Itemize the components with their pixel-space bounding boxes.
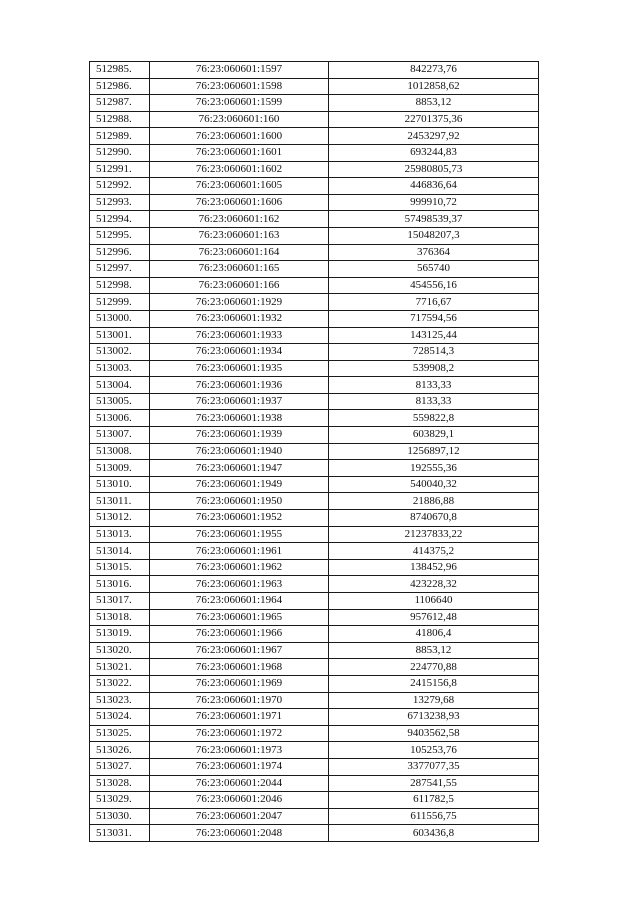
cadastral-number-cell: 76:23:060601:1973: [150, 742, 329, 759]
row-number-cell: 513006.: [90, 410, 150, 427]
table-row: [90, 161, 539, 178]
value-cell: 603829,1: [329, 427, 539, 444]
row-number-cell: 512987.: [90, 95, 150, 112]
row-number-cell: 512988.: [90, 111, 150, 128]
row-number-cell: 513005.: [90, 393, 150, 410]
value-cell: 3377077,35: [329, 758, 539, 775]
row-number-cell: 513027.: [90, 758, 150, 775]
value-cell: 540040,32: [329, 476, 539, 493]
table-row: [90, 675, 539, 692]
row-number-cell: 513018.: [90, 609, 150, 626]
table-row: [90, 410, 539, 427]
row-number-cell: 512992.: [90, 178, 150, 195]
value-cell: 611782,5: [329, 792, 539, 809]
value-cell: 446836,64: [329, 178, 539, 195]
row-number-cell: 513015.: [90, 559, 150, 576]
cadastral-number-cell: 76:23:060601:1962: [150, 559, 329, 576]
table-row: [90, 194, 539, 211]
table-row: [90, 692, 539, 709]
cadastral-number-cell: 76:23:060601:1974: [150, 758, 329, 775]
value-cell: 2453297,92: [329, 128, 539, 145]
row-number-cell: 513025.: [90, 725, 150, 742]
value-cell: 414375,2: [329, 543, 539, 560]
value-cell: 22701375,36: [329, 111, 539, 128]
table-row: [90, 792, 539, 809]
row-number-cell: 512997.: [90, 261, 150, 278]
row-number-cell: 513001.: [90, 327, 150, 344]
value-cell: 192555,36: [329, 460, 539, 477]
table-row: [90, 377, 539, 394]
value-cell: 539908,2: [329, 360, 539, 377]
cadastral-number-cell: 76:23:060601:1599: [150, 95, 329, 112]
cadastral-number-cell: 76:23:060601:1955: [150, 526, 329, 543]
cadastral-number-cell: 76:23:060601:2047: [150, 808, 329, 825]
cadastral-number-cell: 76:23:060601:1967: [150, 642, 329, 659]
table-row: [90, 62, 539, 79]
table-row: [90, 144, 539, 161]
table-row: [90, 227, 539, 244]
value-cell: 6713238,93: [329, 709, 539, 726]
table-row: [90, 111, 539, 128]
table-row: [90, 178, 539, 195]
cadastral-number-cell: 76:23:060601:1969: [150, 675, 329, 692]
value-cell: 143125,44: [329, 327, 539, 344]
value-cell: 25980805,73: [329, 161, 539, 178]
row-number-cell: 512990.: [90, 144, 150, 161]
row-number-cell: 513003.: [90, 360, 150, 377]
value-cell: 423228,32: [329, 576, 539, 593]
row-number-cell: 512989.: [90, 128, 150, 145]
table-row: [90, 659, 539, 676]
table-row: [90, 775, 539, 792]
value-cell: 138452,96: [329, 559, 539, 576]
table-row: [90, 609, 539, 626]
value-cell: 728514,3: [329, 344, 539, 361]
value-cell: 559822,8: [329, 410, 539, 427]
row-number-cell: 512996.: [90, 244, 150, 261]
table-row: [90, 327, 539, 344]
row-number-cell: 513019.: [90, 626, 150, 643]
cadastral-number-cell: 76:23:060601:1950: [150, 493, 329, 510]
table-row: [90, 526, 539, 543]
table-row: [90, 344, 539, 361]
cadastral-number-cell: 76:23:060601:166: [150, 277, 329, 294]
table-row: [90, 261, 539, 278]
table-row: [90, 709, 539, 726]
cadastral-number-cell: 76:23:060601:1971: [150, 709, 329, 726]
row-number-cell: 513024.: [90, 709, 150, 726]
cadastral-number-cell: 76:23:060601:1935: [150, 360, 329, 377]
row-number-cell: 513012.: [90, 510, 150, 527]
table-row: [90, 725, 539, 742]
value-cell: 717594,56: [329, 310, 539, 327]
value-cell: 8133,33: [329, 393, 539, 410]
value-cell: 21886,88: [329, 493, 539, 510]
table-row: [90, 277, 539, 294]
cadastral-number-cell: 76:23:060601:1966: [150, 626, 329, 643]
value-cell: 8853,12: [329, 95, 539, 112]
value-cell: 454556,16: [329, 277, 539, 294]
row-number-cell: 513002.: [90, 344, 150, 361]
row-number-cell: 513020.: [90, 642, 150, 659]
table-row: [90, 543, 539, 560]
row-number-cell: 512994.: [90, 211, 150, 228]
value-cell: 999910,72: [329, 194, 539, 211]
table-row: [90, 460, 539, 477]
cadastral-number-cell: 76:23:060601:2044: [150, 775, 329, 792]
cadastral-value-table: [89, 61, 539, 842]
table-row: [90, 443, 539, 460]
cadastral-number-cell: 76:23:060601:1970: [150, 692, 329, 709]
cadastral-number-cell: 76:23:060601:1952: [150, 510, 329, 527]
cadastral-number-cell: 76:23:060601:1598: [150, 78, 329, 95]
value-cell: 957612,48: [329, 609, 539, 626]
row-number-cell: 513023.: [90, 692, 150, 709]
value-cell: 565740: [329, 261, 539, 278]
value-cell: 842273,76: [329, 62, 539, 79]
row-number-cell: 513030.: [90, 808, 150, 825]
cadastral-number-cell: 76:23:060601:2046: [150, 792, 329, 809]
table-row: [90, 825, 539, 842]
value-cell: 8853,12: [329, 642, 539, 659]
cadastral-number-cell: 76:23:060601:1947: [150, 460, 329, 477]
row-number-cell: 513013.: [90, 526, 150, 543]
row-number-cell: 513028.: [90, 775, 150, 792]
value-cell: 105253,76: [329, 742, 539, 759]
table-body: [90, 62, 539, 842]
row-number-cell: 513000.: [90, 310, 150, 327]
row-number-cell: 512991.: [90, 161, 150, 178]
row-number-cell: 513029.: [90, 792, 150, 809]
table-row: [90, 211, 539, 228]
value-cell: 1106640: [329, 593, 539, 610]
value-cell: 13279,68: [329, 692, 539, 709]
value-cell: 603436,8: [329, 825, 539, 842]
cadastral-number-cell: 76:23:060601:1929: [150, 294, 329, 311]
table-row: [90, 244, 539, 261]
row-number-cell: 513016.: [90, 576, 150, 593]
value-cell: 15048207,3: [329, 227, 539, 244]
value-cell: 57498539,37: [329, 211, 539, 228]
cadastral-number-cell: 76:23:060601:1937: [150, 393, 329, 410]
value-cell: 1012858,62: [329, 78, 539, 95]
cadastral-number-cell: 76:23:060601:2048: [150, 825, 329, 842]
cadastral-number-cell: 76:23:060601:1938: [150, 410, 329, 427]
cadastral-number-cell: 76:23:060601:1933: [150, 327, 329, 344]
cadastral-number-cell: 76:23:060601:164: [150, 244, 329, 261]
table-row: [90, 95, 539, 112]
row-number-cell: 512995.: [90, 227, 150, 244]
row-number-cell: 513017.: [90, 593, 150, 610]
row-number-cell: 512986.: [90, 78, 150, 95]
cadastral-number-cell: 76:23:060601:1968: [150, 659, 329, 676]
row-number-cell: 513031.: [90, 825, 150, 842]
value-cell: 224770,88: [329, 659, 539, 676]
value-cell: 376364: [329, 244, 539, 261]
cadastral-number-cell: 76:23:060601:1597: [150, 62, 329, 79]
value-cell: 7716,67: [329, 294, 539, 311]
cadastral-number-cell: 76:23:060601:1940: [150, 443, 329, 460]
cadastral-number-cell: 76:23:060601:1964: [150, 593, 329, 610]
table-row: [90, 758, 539, 775]
row-number-cell: 512999.: [90, 294, 150, 311]
cadastral-number-cell: 76:23:060601:160: [150, 111, 329, 128]
value-cell: 21237833,22: [329, 526, 539, 543]
table-row: [90, 493, 539, 510]
cadastral-number-cell: 76:23:060601:1934: [150, 344, 329, 361]
cadastral-number-cell: 76:23:060601:1972: [150, 725, 329, 742]
cadastral-number-cell: 76:23:060601:1602: [150, 161, 329, 178]
table-row: [90, 642, 539, 659]
cadastral-number-cell: 76:23:060601:1932: [150, 310, 329, 327]
value-cell: 9403562,58: [329, 725, 539, 742]
value-cell: 1256897,12: [329, 443, 539, 460]
table-row: [90, 626, 539, 643]
cadastral-number-cell: 76:23:060601:1965: [150, 609, 329, 626]
row-number-cell: 513004.: [90, 377, 150, 394]
table-row: [90, 476, 539, 493]
value-cell: 41806,4: [329, 626, 539, 643]
value-cell: 611556,75: [329, 808, 539, 825]
cadastral-number-cell: 76:23:060601:1600: [150, 128, 329, 145]
table-row: [90, 742, 539, 759]
table-row: [90, 310, 539, 327]
value-cell: 287541,55: [329, 775, 539, 792]
cadastral-number-cell: 76:23:060601:1961: [150, 543, 329, 560]
cadastral-number-cell: 76:23:060601:1939: [150, 427, 329, 444]
table-row: [90, 360, 539, 377]
row-number-cell: 513007.: [90, 427, 150, 444]
value-cell: 2415156,8: [329, 675, 539, 692]
table-row: [90, 593, 539, 610]
cadastral-number-cell: 76:23:060601:162: [150, 211, 329, 228]
table-row: [90, 559, 539, 576]
table-row: [90, 78, 539, 95]
cadastral-number-cell: 76:23:060601:163: [150, 227, 329, 244]
row-number-cell: 513022.: [90, 675, 150, 692]
row-number-cell: 513011.: [90, 493, 150, 510]
cadastral-number-cell: 76:23:060601:1936: [150, 377, 329, 394]
table-row: [90, 510, 539, 527]
table-row: [90, 393, 539, 410]
value-cell: 8740670,8: [329, 510, 539, 527]
row-number-cell: 513021.: [90, 659, 150, 676]
table-row: [90, 294, 539, 311]
table-row: [90, 808, 539, 825]
table-row: [90, 576, 539, 593]
row-number-cell: 512993.: [90, 194, 150, 211]
row-number-cell: 513010.: [90, 476, 150, 493]
table-row: [90, 128, 539, 145]
row-number-cell: 513009.: [90, 460, 150, 477]
table-row: [90, 427, 539, 444]
row-number-cell: 513008.: [90, 443, 150, 460]
cadastral-number-cell: 76:23:060601:1949: [150, 476, 329, 493]
row-number-cell: 512998.: [90, 277, 150, 294]
cadastral-number-cell: 76:23:060601:1606: [150, 194, 329, 211]
cadastral-number-cell: 76:23:060601:1605: [150, 178, 329, 195]
row-number-cell: 513026.: [90, 742, 150, 759]
cadastral-number-cell: 76:23:060601:165: [150, 261, 329, 278]
cadastral-number-cell: 76:23:060601:1963: [150, 576, 329, 593]
cadastral-number-cell: 76:23:060601:1601: [150, 144, 329, 161]
value-cell: 693244,83: [329, 144, 539, 161]
row-number-cell: 513014.: [90, 543, 150, 560]
value-cell: 8133,33: [329, 377, 539, 394]
row-number-cell: 512985.: [90, 62, 150, 79]
